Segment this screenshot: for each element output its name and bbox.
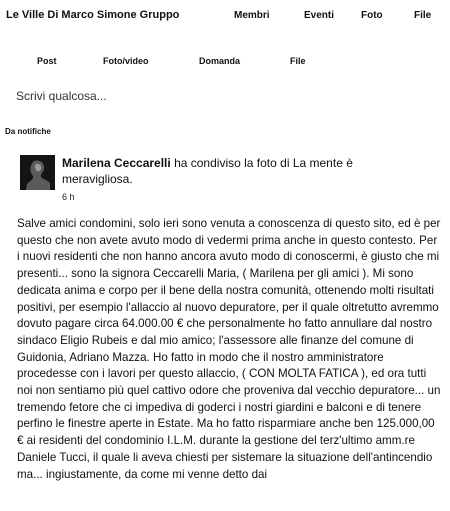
avatar[interactable] [20, 155, 55, 190]
post-header-period: . [129, 172, 133, 186]
post-action-text: ha condiviso la foto di [174, 156, 290, 170]
composer-tabs [0, 52, 450, 70]
nav-photos[interactable]: Foto [361, 10, 383, 21]
post-timestamp[interactable]: 6 h [62, 192, 75, 202]
post-header [62, 155, 392, 187]
nav-members[interactable]: Membri [234, 10, 270, 21]
post-author[interactable]: Marilena Ceccarelli [62, 156, 171, 170]
composer-tab-post[interactable]: Post [37, 56, 57, 66]
composer-tab-photo-video[interactable]: Foto/video [103, 56, 149, 66]
composer-input[interactable]: Scrivi qualcosa... [16, 89, 107, 103]
group-title[interactable]: Le Ville Di Marco Simone Gruppo [6, 9, 180, 21]
nav-files[interactable]: File [414, 10, 432, 21]
post-body-text: Salve amici condomini, solo ieri sono venuta a conoscenza di questo sito, ed è per questo che non avete avuto modo di vedermi prima anche in questo contesto. Per i nuovi residenti che non hanno ancora avuto modo di conoscermi, è giusto che mi presenti... sono la signora Ceccarelli Maria, ( Marilena per gli amici ). Mi sono dedicata anima e corpo per il bene della nostra comunità, ottenendo molti risultati positivi, per esempio l'allaccio al nuovo depuratore, per il quale oltretutto avremmo dovuto pagare circa 64.000.00 € che personalmente ho fatto annullare dal nostro sindaco Eligio Rubeis e dal mio amico; l'assessore alle finanze del comune di Guidonia, Adriano Mazza. Ho fatto in modo che il nostro amministratore procedesse con i lavori per questo allaccio, ( CON MOLTA FATICA ), ed ora tutti noi non sentiamo più quel cattivo odore che proveniva dal vecchio depuratore... un tremendo fetore che ci impediva di goderci i nostri giardini e balconi e di tenere perfino le finestre aperte in Estate. Ma ho fatto risparmiare anche ben 125.000,00 € ai residenti del condominio I.L.M. durante la gestione del terz'ultimo amm.re Daniele Tucci, il quale li aveva chiesti per sistemare la situazione dell'antincendio ma... ingiustamente, da come mi venne detto dai [17, 217, 441, 481]
notifications-label: Da notifiche [5, 127, 51, 136]
nav-events[interactable]: Eventi [304, 10, 335, 21]
composer-tab-question[interactable]: Domanda [199, 56, 241, 66]
avatar-silhouette-icon [20, 155, 55, 190]
group-header-bar [0, 0, 450, 34]
composer-tab-file[interactable]: File [290, 56, 306, 66]
shared-page-link[interactable]: La mente è meravigliosa [62, 156, 353, 186]
